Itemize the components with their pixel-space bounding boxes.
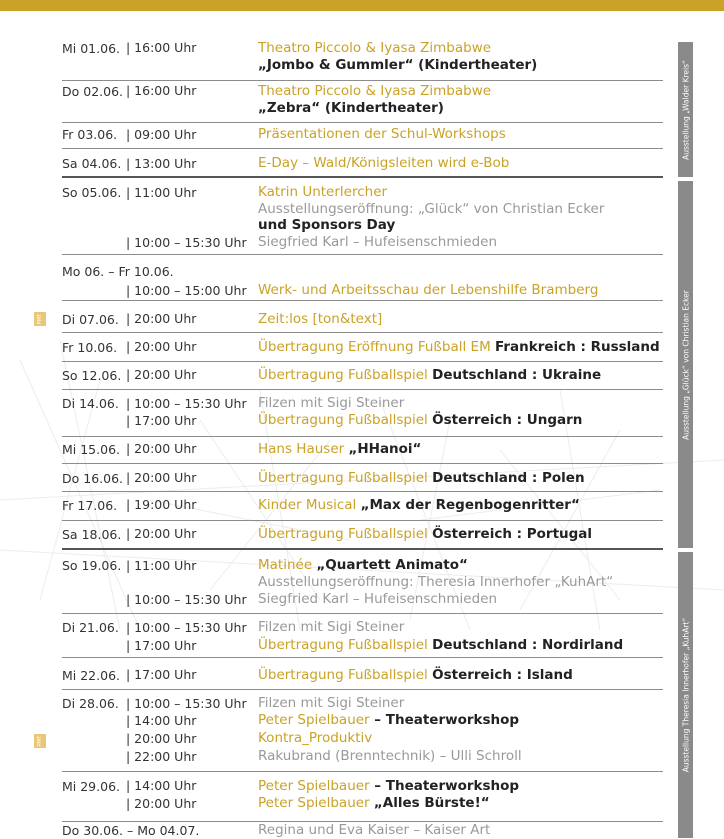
schedule-row [62,496,663,521]
event-note: Regina und Eva Kaiser – Kaiser Art [258,822,491,838]
event-date: Fr 10.06. [62,340,118,355]
schedule-row [62,260,663,301]
schedule-row [62,394,663,437]
event-line [258,234,497,251]
pmt-label: PMT [37,313,43,325]
event-note: Filzen mit Sigi Steiner [258,619,405,635]
event-detail: – Theaterworkshop [369,778,520,794]
event-line [258,526,592,543]
event-line [258,40,491,57]
event-date: Di 14.06. [62,396,119,411]
event-time: | 20:00 Uhr [126,796,197,811]
pmt-badge [34,312,46,326]
pmt-badge [34,734,46,748]
event-title: Matinée [258,557,317,573]
event-line [258,695,404,712]
pmt-label: PMT [37,735,43,747]
event-time: | 10:00 – 15:00 Uhr [126,283,247,298]
schedule-row [62,439,663,464]
event-detail: Deutschland : Polen [432,470,585,486]
event-time: | 20:00 Uhr [126,441,197,456]
event-line [258,591,497,608]
event-line [258,822,490,839]
schedule-row [62,308,663,333]
schedule-row [62,182,663,255]
event-date: Mi 01.06. [62,41,120,56]
event-line [258,667,573,684]
event-line [258,795,490,812]
event-date: So 05.06. [62,185,122,200]
event-date: Mo 06. – Fr 10.06. [62,264,174,279]
schedule-row [62,557,663,614]
event-title: Peter Spielbauer [258,712,370,728]
event-time: | 16:00 Uhr [126,83,197,98]
event-time: | 20:00 Uhr [126,731,197,746]
event-time: | 10:00 – 15:30 Uhr [126,235,247,250]
event-detail: und Sponsors Day [258,217,396,233]
event-time: | 11:00 Uhr [126,185,197,200]
event-line [258,712,519,729]
event-time: | 20:00 Uhr [126,311,197,326]
event-date: Do 30.06. – Mo 04.07. [62,823,200,838]
event-date: Mi 29.06. [62,779,120,794]
event-date: So 19.06. [62,558,122,573]
sidebar-label: Ausstellung „Glück“ von Christian Ecker [681,289,690,440]
event-line [258,201,604,218]
event-title: Peter Spielbauer [258,778,370,794]
schedule-row [62,38,663,81]
event-line [258,395,404,412]
event-time: | 10:00 – 15:30 Uhr [126,592,247,607]
event-time: | 10:00 – 15:30 Uhr [126,696,247,711]
sidebar-label: Ausstellung „Walder Kreis“ [681,59,690,160]
event-line [258,184,387,201]
event-detail: Österreich : Ungarn [432,412,583,428]
event-detail: „Zebra“ (Kindertheater) [258,100,444,116]
event-title: Übertragung Fußballspiel [258,412,433,428]
schedule-row [62,524,663,550]
event-line [258,100,444,117]
event-detail: Deutschland : Ukraine [432,367,602,383]
event-time: | 17:00 Uhr [126,667,197,682]
event-date: Do 16.06. [62,471,124,486]
event-title: Theatro Piccolo & Iyasa Zimbabwe [258,83,492,99]
event-line [258,367,601,384]
sidebar-kuhart [678,552,693,838]
event-title: Hans Hauser [258,441,349,457]
event-detail: Österreich : Island [432,667,573,683]
event-time: | 17:00 Uhr [126,638,197,653]
event-title: Präsentationen der Schul-Workshops [258,126,506,142]
event-title: Übertragung Fußballspiel [258,367,433,383]
event-title: Zeit:los [ton&text] [258,311,383,327]
sidebar-label: Ausstellung Theresia Innerhofer „KuhArt“ [681,617,690,773]
schedule-row [62,82,663,123]
schedule-row [62,467,663,492]
event-title: E-Day – Wald/Königsleiten wird e-Bob [258,155,510,171]
event-date: Fr 03.06. [62,127,118,142]
event-detail: Österreich : Portugal [432,526,593,542]
event-line [258,470,585,487]
event-title: Übertragung Fußballspiel [258,637,433,653]
event-detail: „Alles Bürste!“ [373,795,490,811]
event-date: Di 21.06. [62,620,119,635]
event-line [258,730,372,747]
event-line [258,217,395,234]
event-title: Katrin Unterlercher [258,184,388,200]
event-line [258,574,613,591]
schedule-row [62,619,663,658]
event-note: Filzen mit Sigi Steiner [258,395,405,411]
schedule-row [62,152,663,178]
event-line [258,57,537,74]
event-date: Di 07.06. [62,312,119,327]
event-note: Siegfried Karl – Hufeisenschmieden [258,591,497,607]
event-date: Sa 18.06. [62,527,122,542]
sidebar-glueck [678,181,693,548]
event-line [258,619,404,636]
event-time: | 14:00 Uhr [126,778,197,793]
event-line [258,282,598,299]
event-time: | 22:00 Uhr [126,749,197,764]
event-time: | 17:00 Uhr [126,413,197,428]
schedule-row [62,124,663,149]
event-line [258,311,382,328]
header-bar [0,0,724,11]
event-time: | 10:00 – 15:30 Uhr [126,620,247,635]
event-line [258,557,468,574]
event-line [258,778,519,795]
event-date: Sa 04.06. [62,156,122,171]
event-date: So 12.06. [62,368,122,383]
event-title: Peter Spielbauer [258,795,374,811]
event-time: | 11:00 Uhr [126,558,197,573]
schedule-row [62,822,663,838]
event-note: Siegfried Karl – Hufeisenschmieden [258,234,497,250]
event-detail: Frankreich : Russland [495,339,660,355]
event-title: Werk- und Arbeitsschau der Lebenshilfe Bramberg [258,282,599,298]
event-time: | 20:00 Uhr [126,470,197,485]
event-time: | 14:00 Uhr [126,713,197,728]
event-note: Ausstellungseröffnung: Theresia Innerhofer „KuhArt“ [258,574,614,590]
event-note: Filzen mit Sigi Steiner [258,695,405,711]
schedule-row [62,337,663,362]
schedule-row [62,665,663,690]
event-line [258,637,623,654]
event-title: Übertragung Fußballspiel [258,667,433,683]
event-date: Mi 22.06. [62,668,120,683]
event-title: Theatro Piccolo & Iyasa Zimbabwe [258,40,492,56]
event-detail: „Jombo & Gummler“ (Kindertheater) [258,57,538,73]
event-time: | 16:00 Uhr [126,40,197,55]
event-line [258,497,580,514]
event-date: Fr 17.06. [62,498,118,513]
sidebar-walder-kreis [678,42,693,177]
event-line [258,412,582,429]
event-line [258,83,491,100]
event-line [258,155,509,172]
event-detail: „Quartett Animato“ [316,557,468,573]
event-time: | 20:00 Uhr [126,339,197,354]
event-detail: Deutschland : Nordirland [432,637,624,653]
schedule-row [62,777,663,822]
event-note: Rakubrand (Brenntechnik) – Ulli Schroll [258,748,522,764]
event-title: Übertragung Fußballspiel [258,470,433,486]
schedule-row [62,365,663,390]
event-date: Di 28.06. [62,696,119,711]
event-time: | 19:00 Uhr [126,497,197,512]
event-time: | 20:00 Uhr [126,526,197,541]
event-time: | 09:00 Uhr [126,127,197,142]
event-time: | 10:00 – 15:30 Uhr [126,396,247,411]
event-date: Mi 15.06. [62,442,120,457]
event-line [258,441,421,458]
event-title: Übertragung Fußballspiel [258,526,433,542]
schedule-row [62,695,663,772]
event-line [258,339,660,356]
event-time: | 20:00 Uhr [126,367,197,382]
event-detail: – Theaterworkshop [369,712,520,728]
event-detail: „Max der Regenbogenritter“ [360,497,580,513]
event-detail: „HHanoi“ [348,441,422,457]
event-note: Ausstellungseröffnung: „Glück“ von Christian Ecker [258,201,605,217]
event-line [258,748,522,765]
event-title: Kontra_Produktiv [258,730,373,746]
event-date: Do 02.06. [62,84,124,99]
event-title: Kinder Musical [258,497,361,513]
event-line [258,126,506,143]
event-title: Übertragung Eröffnung Fußball EM [258,339,496,355]
event-time: | 13:00 Uhr [126,156,197,171]
